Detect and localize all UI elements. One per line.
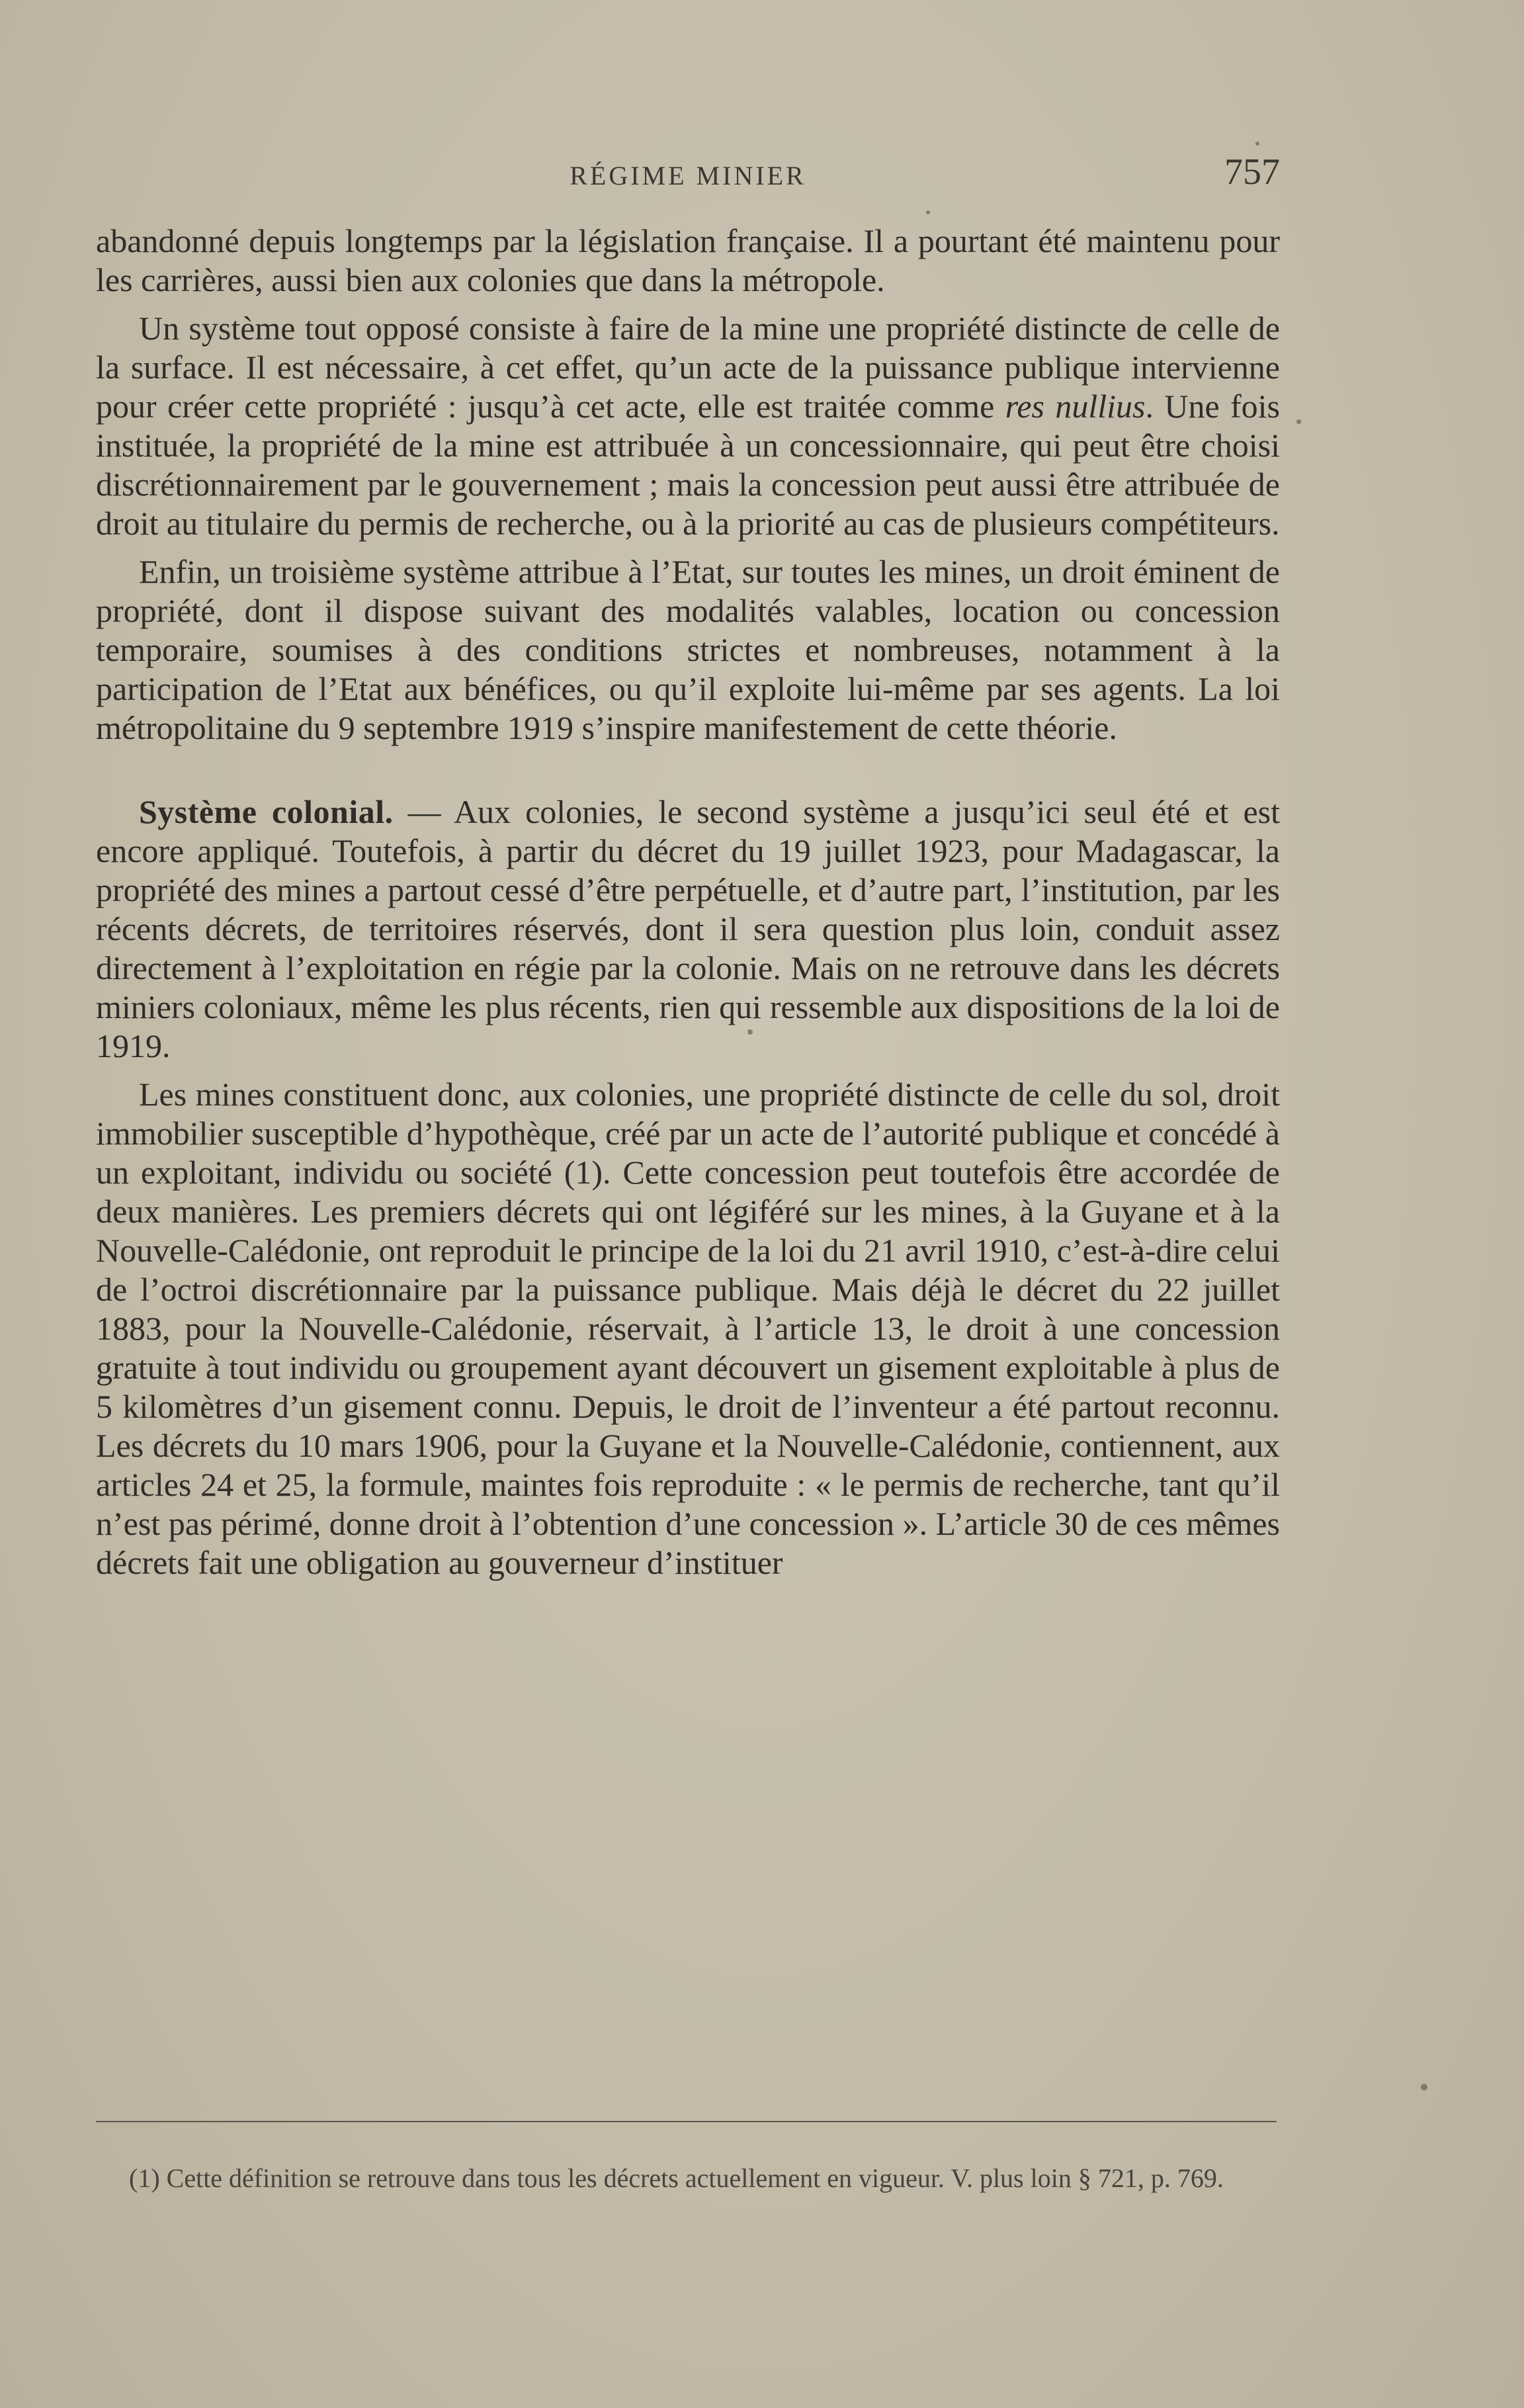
- paragraph-3-text: Enfin, un troisième système attribue à l’Etat, sur toutes les mines, un droit éminent de propriété, dont il dispose suivant des modalités valables, location ou concession temporaire, soumises à des conditions strictes et nombreuses, notamment à la participation de l’Etat aux bénéfices, ou qu’il exploite lui-même par ses agents. La loi métropolitaine du 9 septembre 1919 s’inspire manifestement de cette théorie.: [96, 553, 1280, 746]
- running-title: RÉGIME MINIER: [570, 161, 806, 191]
- paper-speck: [1296, 419, 1301, 424]
- section-heading: Système colonial.: [139, 793, 394, 830]
- paragraph-4: [96, 793, 1280, 1066]
- paragraph-3: [96, 552, 1280, 748]
- latin-term: res nullius: [1005, 388, 1146, 425]
- paper-speck: [747, 1029, 753, 1035]
- footnote-text: (1) Cette définition se retrouve dans tous les décrets actuellement en vigueur. V. plus loin § 721, p. 769.: [129, 2163, 1224, 2193]
- paragraph-2: [96, 309, 1280, 543]
- page-number: 757: [1224, 151, 1280, 193]
- footnote: [96, 2162, 1280, 2195]
- body-text: [96, 222, 1280, 1592]
- running-header: [96, 151, 1280, 204]
- footnote-rule: [96, 2121, 1277, 2122]
- paragraph-4-text: — Aux colonies, le second système a jusqu’ici seul été et est encore appliqué. Toutefois, à partir du décret du 19 juillet 1923, pour Madagascar, la propriété des mines a partout cessé d’être perpétuelle, et d’autre part, l’institution, par les récents décrets, de territoires réservés, dont il sera question plus loin, conduit assez directement à l’exploitation en régie par la colonie. Mais on ne retrouve dans les décrets miniers coloniaux, même les plus récents, rien qui ressemble aux dispositions de la loi de 1919.: [96, 793, 1280, 1064]
- paragraph-5: [96, 1075, 1280, 1582]
- paper-speck: [926, 210, 930, 214]
- paragraph-2-text-a: Un système tout opposé consiste à faire de la mine une propriété distincte de celle de la surface. Il est nécessaire, à cet effet, qu’un acte de la puissance publique intervienne pour créer cette propriété : jusqu’à cet acte, elle est traitée comme: [96, 310, 1280, 425]
- paper-speck: [1255, 142, 1259, 146]
- paper-speck: [1421, 2084, 1427, 2090]
- paragraph-1-text: abandonné depuis longtemps par la législation française. Il a pourtant été maintenu pour les carrières, aussi bien aux colonies que dans la métropole.: [96, 222, 1280, 298]
- paragraph-5-text: Les mines constituent donc, aux colonies, une propriété distincte de celle du sol, droit immobilier susceptible d’hypothèque, créé par un acte de l’autorité publique et concédé à un exploitant, individu ou société (1). Cette concession peut toutefois être accordée de deux manières. Les premiers décrets qui ont légiféré sur les mines, à la Guyane et à la Nouvelle-Calédonie, ont reproduit le principe de la loi du 21 avril 1910, c’est-à-dire celui de l’octroi discrétionnaire par la puissance publique. Mais déjà le décret du 22 juillet 1883, pour la Nouvelle-Calédonie, réservait, à l’article 13, le droit à une concession gratuite à tout individu ou groupement ayant découvert un gisement exploitable à plus de 5 kilomètres d’un gisement connu. Depuis, le droit de l’inventeur a été partout reconnu. Les décrets du 10 mars 1906, pour la Guyane et la Nouvelle-Calédonie, contiennent, aux articles 24 et 25, la formule, maintes fois reproduite : « le permis de recherche, tant qu’il n’est pas périmé, donne droit à l’obtention d’une concession ». L’article 30 de ces mêmes décrets fait une obligation au gouverneur d’instituer: [96, 1076, 1280, 1581]
- paragraph-2-text-b: . Une fois instituée, la propriété de la mine est attribuée à un concessionnaire, qui peut être choisi discrétionnairement par le gouvernement ; mais la concession peut aussi être attribuée de droit au titulaire du permis de recherche, ou à la priorité au cas de plusieurs compétiteurs.: [96, 388, 1280, 542]
- paragraph-1: [96, 222, 1280, 300]
